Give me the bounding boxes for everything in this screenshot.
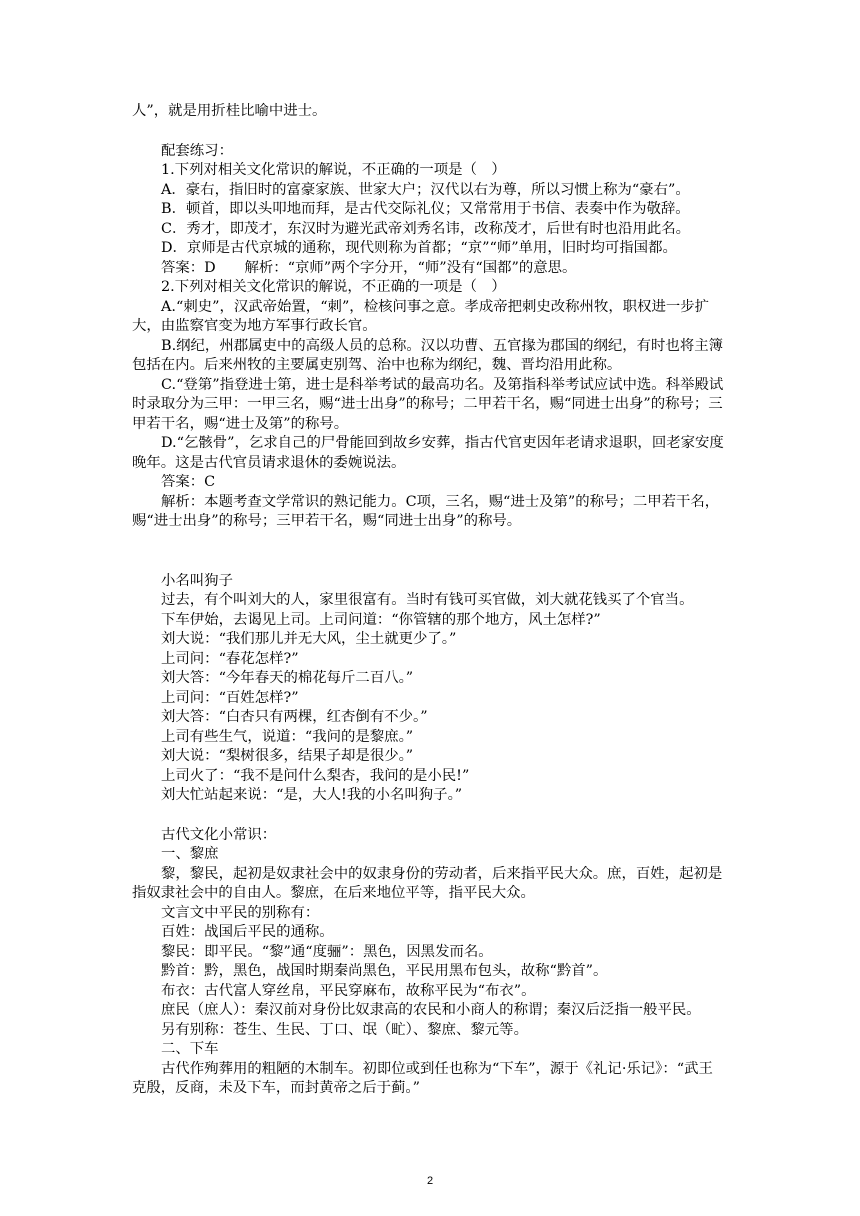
text-paragraph: 刘大忙站起来说：“是，大人!我的小名叫狗子。”: [161, 787, 463, 803]
text-paragraph: 2.下列对相关文化常识的解说，不正确的一项是（ ）: [161, 279, 506, 295]
text-paragraph: 人”，就是用折桂比喻中进士。: [132, 103, 327, 119]
text-paragraph: 答案：C: [161, 474, 216, 490]
text-paragraph: 解析：本题考查文学常识的熟记能力。C项，三名，赐“进士及第”的称号；二甲若干名，赐“进士出身”的称号；三甲若干名，赐“同进士出身”的称号。: [132, 493, 720, 529]
text-paragraph: 另有别称：苍生、生民、丁口、氓（甿）、黎庶、黎元等。: [161, 1021, 528, 1038]
text-paragraph: 过去，有个叫刘大的人，家里很富有。当时有钱可买官做，刘大就花钱买了个官当。: [161, 592, 694, 608]
page-number: 2: [426, 1175, 434, 1187]
text-paragraph: 古代作殉葬用的粗陋的木制车。初即位或到任也称为“下车”，源于《礼记·乐记》：“武王克殷，反商，未及下车，而封黄帝之后于蓟。”: [132, 1060, 713, 1096]
text-paragraph: 上司问：“春花怎样?”: [161, 650, 299, 667]
text-paragraph: 黔首：黔，黑色，战国时期秦尚黑色，平民用黑布包头，故称“黔首”。: [161, 963, 608, 979]
text-paragraph: 刘大说：“梨树很多，结果子却是很少。”: [161, 748, 414, 764]
text-paragraph: 答案：D 解析：“京师”两个字分开，“师”没有“国都”的意思。: [161, 259, 577, 276]
text-paragraph: B．顿首，即以头叩地而拜，是古代交际礼仪；又常常用于书信、表奏中作为敬辞。: [161, 201, 690, 217]
text-paragraph: 小名叫狗子: [161, 572, 233, 589]
text-paragraph: 文言文中平民的别称有：: [161, 904, 320, 921]
text-paragraph: C.“登第”指登进士第，进士是科举考试的最高功名。及第指科举考试应试中选。科举殿试时录取分为三甲：一甲三名，赐“进士出身”的称号；二甲若干名，赐“同进士出身”的称号；三甲若干名，赐“进士及第”的称号。: [132, 376, 724, 432]
text-paragraph: B.纲纪，州郡属吏中的高级人员的总称。汉以功曹、五官掾为郡国的纲纪，有时也将主簿包括在内。后来州牧的主要属吏别驾、治中也称为纲纪，魏、晋均沿用此称。: [132, 337, 723, 373]
text-paragraph: 刘大答：“白杏只有两棵，红杏倒有不少。”: [161, 709, 428, 725]
text-paragraph: A.“刺史”，汉武帝始置，“刺”，检核问事之意。孝成帝把刺史改称州牧，职权进一步扩大，由监察官变为地方军事行政长官。: [132, 298, 710, 334]
text-paragraph: 二、下车: [161, 1041, 219, 1057]
paragraph-gap: [132, 806, 726, 826]
text-paragraph: 上司火了：“我不是问什么梨杏，我问的是小民!”: [161, 767, 470, 784]
text-paragraph: C．秀才，即茂才，东汉时为避光武帝刘秀名讳，改称茂才，后世有时也沿用此名。: [161, 220, 691, 237]
text-paragraph: 1.下列对相关文化常识的解说，不正确的一项是（ ）: [161, 162, 506, 178]
text-paragraph: D.“乞骸骨”，乞求自己的尸骨能回到故乡安葬，指古代官吏因年老请求退职，回老家安度晚年。这是古代官员请求退休的委婉说法。: [132, 435, 724, 471]
paragraph-gap: [132, 532, 726, 572]
text-paragraph: 黎，黎民，起初是奴隶社会中的奴隶身份的劳动者，后来指平民大众。庶，百姓，起初是指奴隶社会中的自由人。黎庶，在后来地位平等，指平民大众。: [132, 865, 723, 901]
text-paragraph: 配套练习：: [161, 142, 233, 159]
text-paragraph: 一、黎庶: [161, 846, 219, 862]
paragraph-gap: [132, 122, 726, 142]
text-paragraph: 庶民（庶人）：秦汉前对身份比奴隶高的农民和小商人的称谓；秦汉后泛指一般平民。: [161, 1002, 701, 1018]
text-paragraph: 刘大说：“我们那儿并无大风，尘土就更少了。”: [161, 631, 457, 647]
text-paragraph: 黎民：即平民。“黎”通“度骊”：黑色，因黑发而名。: [161, 943, 493, 960]
text-paragraph: 下车伊始，去谒见上司。上司问道：“你管辖的那个地方，风土怎样?”: [161, 611, 601, 628]
text-paragraph: A．豪右，指旧时的富豪家族、世家大户；汉代以右为尊，所以习惯上称为“豪右”。: [161, 181, 690, 198]
text-paragraph: 刘大答：“今年春天的棉花每斤二百八。”: [161, 670, 414, 686]
text-paragraph: 上司问：“百姓怎样?”: [161, 689, 299, 706]
text-paragraph: 百姓：战国后平民的通称。: [161, 924, 334, 940]
text-paragraph: 上司有些生气，说道：“我问的是黎庶。”: [161, 728, 414, 745]
text-paragraph: 布衣：古代富人穿丝帛，平民穿麻布，故称平民为“布衣”。: [161, 982, 536, 999]
text-paragraph: 古代文化小常识：: [161, 826, 277, 843]
document-body: [132, 102, 726, 1099]
text-paragraph: D．京师是古代京城的通称，现代则称为首都；“京”“师”单用，旧时均可指国都。: [161, 240, 677, 256]
